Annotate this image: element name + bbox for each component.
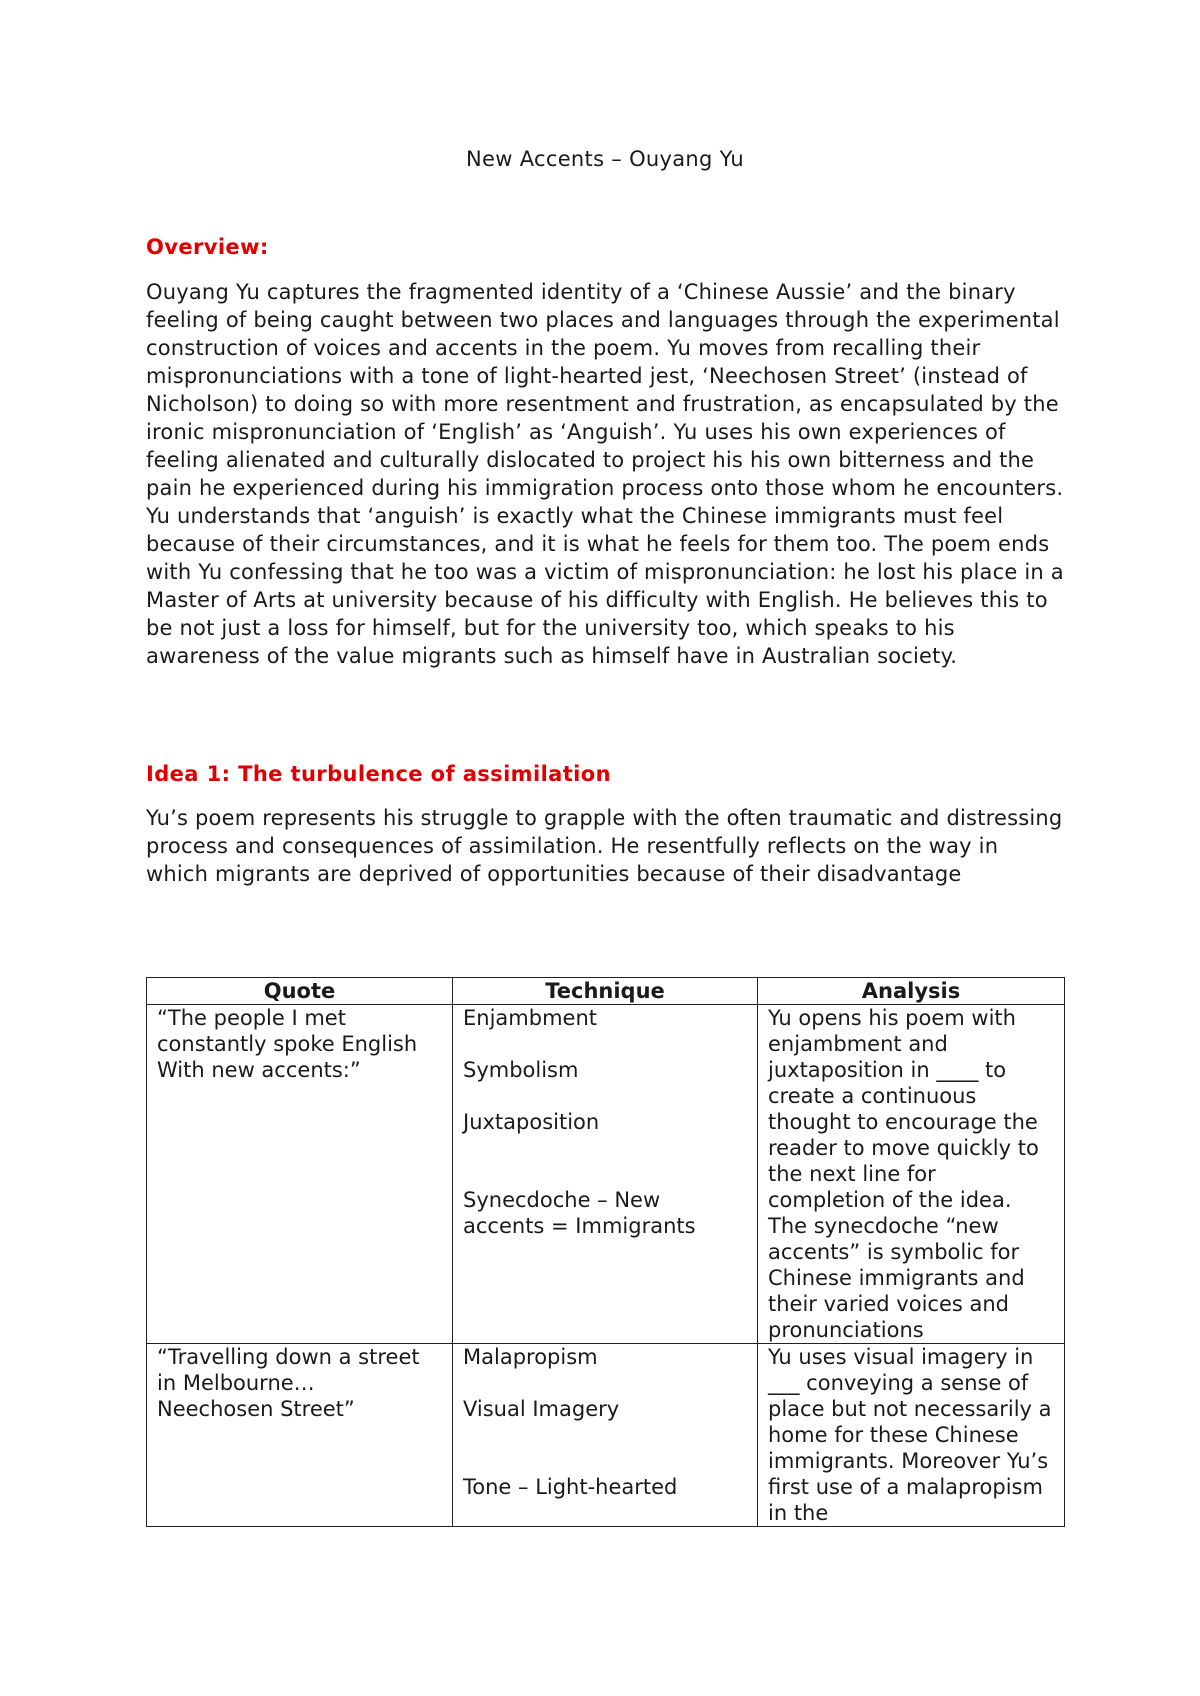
table-row xyxy=(147,1005,1065,1344)
quote-line: in Melbourne… xyxy=(157,1371,315,1395)
quote-line: With new accents:” xyxy=(157,1058,361,1082)
header-analysis: Analysis xyxy=(758,978,1065,1005)
header-quote: Quote xyxy=(147,978,453,1005)
overview-heading: Overview: xyxy=(146,235,269,259)
technique-item: Malapropism xyxy=(463,1345,598,1369)
quote-cell xyxy=(147,1344,453,1527)
quote-line: “The people I met xyxy=(157,1006,346,1030)
technique-item: Symbolism xyxy=(463,1058,579,1082)
analysis-cell: Yu uses visual imagery in ___ conveying a sense of place but not necessarily a home for these Chinese immigrants. Moreover Yu’s first use of a malapropism in the xyxy=(758,1344,1065,1527)
quote-line: “Travelling down a street xyxy=(157,1345,420,1369)
technique-cell xyxy=(453,1005,758,1344)
technique-item: Enjambment xyxy=(463,1006,597,1030)
analysis-cell: Yu opens his poem with enjambment and juxtaposition in ____ to create a continuous thought to encourage the reader to move quickly to the next line for completion of the idea. The synecdoche “new accents” is symbolic for Chinese immigrants and their varied voices and pronunciations xyxy=(758,1005,1065,1344)
document-title: New Accents – Ouyang Yu xyxy=(466,147,744,171)
quote-cell xyxy=(147,1005,453,1344)
idea1-heading: Idea 1: The turbulence of assimilation xyxy=(146,762,611,786)
table-row xyxy=(147,1344,1065,1527)
idea1-paragraph: Yu’s poem represents his struggle to grapple with the often traumatic and distressing process and consequences of assimilation. He resentfully reflects on the way in which migrants are deprived of opportunities because of their disadvantage xyxy=(146,806,1063,886)
technique-cell xyxy=(453,1344,758,1527)
technique-item: Tone – Light-hearted xyxy=(463,1475,678,1499)
header-technique: Technique xyxy=(453,978,758,1005)
quote-line: Neechosen Street” xyxy=(157,1397,355,1421)
quote-line: constantly spoke English xyxy=(157,1032,418,1056)
technique-item: Synecdoche – New accents = Immigrants xyxy=(463,1188,696,1238)
table-header-row xyxy=(147,978,1065,1005)
analysis-table xyxy=(146,977,1065,1527)
overview-paragraph: Ouyang Yu captures the fragmented identity of a ‘Chinese Aussie’ and the binary feeling of being caught between two places and languages through the experimental construction of voices and accents in the poem. Yu moves from recalling their mispronunciations with a tone of light-hearted jest, ‘Neechosen Street’ (instead of Nicholson) to doing so with more resentment and frustration, as encapsulated by the ironic mispronunciation of ‘English’ as ‘Anguish’. Yu uses his own experiences of feeling alienated and culturally dislocated to project his his own bitterness and the pain he experienced during his immigration process onto those whom he encounters. Yu understands that ‘anguish’ is exactly what the Chinese immigrants must feel because of their circumstances, and it is what he feels for them too. The poem ends with Yu confessing that he too was a victim of mispronunciation: he lost his place in a Master of Arts at university because of his difficulty with English. He believes this to be not just a loss for himself, but for the university too, which speaks to his awareness of the value migrants such as himself have in Australian society. xyxy=(146,280,1064,668)
technique-item: Juxtaposition xyxy=(463,1110,600,1134)
technique-item: Visual Imagery xyxy=(463,1397,620,1421)
